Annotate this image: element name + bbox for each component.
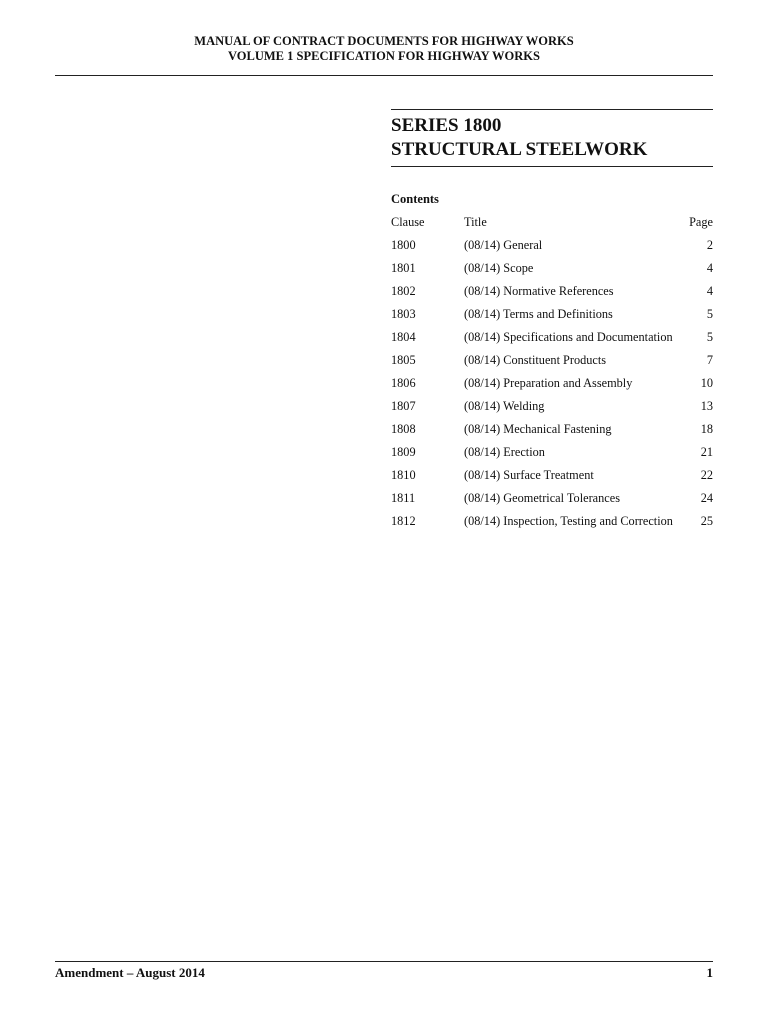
contents-row bbox=[391, 351, 713, 374]
clause-page: 10 bbox=[700, 376, 713, 390]
contents-row bbox=[391, 397, 713, 420]
clause-number: 1809 bbox=[391, 445, 416, 459]
contents-row bbox=[391, 282, 713, 305]
document-header bbox=[55, 34, 713, 63]
clause-page: 7 bbox=[706, 353, 713, 367]
clause-title: (08/14) Welding bbox=[464, 399, 545, 413]
clause-title: (08/14) Scope bbox=[464, 261, 534, 275]
contents-row bbox=[391, 512, 713, 535]
clause-title: (08/14) General bbox=[464, 238, 543, 252]
clause-number: 1805 bbox=[391, 353, 416, 367]
contents-rows bbox=[391, 236, 713, 535]
series-title: STRUCTURAL STEELWORK bbox=[391, 138, 648, 160]
clause-number: 1808 bbox=[391, 422, 416, 436]
contents-row bbox=[391, 443, 713, 466]
clause-title: (08/14) Geometrical Tolerances bbox=[464, 491, 620, 505]
clause-page: 5 bbox=[706, 330, 713, 344]
contents-heading: Contents bbox=[391, 192, 439, 206]
clause-page: 24 bbox=[700, 491, 713, 505]
clause-number: 1803 bbox=[391, 307, 416, 321]
header-divider bbox=[55, 75, 713, 76]
clause-number: 1812 bbox=[391, 514, 416, 528]
title-column-header: Title bbox=[464, 215, 487, 229]
contents-row bbox=[391, 420, 713, 443]
clause-page: 18 bbox=[700, 422, 713, 436]
clause-page: 4 bbox=[706, 284, 713, 298]
clause-number: 1807 bbox=[391, 399, 416, 413]
amendment-label: Amendment – August 2014 bbox=[55, 965, 205, 980]
clause-page: 2 bbox=[706, 238, 713, 252]
contents-header-row bbox=[391, 213, 713, 236]
contents-row bbox=[391, 305, 713, 328]
clause-title: (08/14) Terms and Definitions bbox=[464, 307, 613, 321]
contents-row bbox=[391, 489, 713, 512]
contents-row bbox=[391, 466, 713, 489]
clause-column-header: Clause bbox=[391, 215, 425, 229]
clause-title: (08/14) Surface Treatment bbox=[464, 468, 594, 482]
clause-page: 4 bbox=[706, 261, 713, 275]
clause-title: (08/14) Specifications and Documentation bbox=[464, 330, 673, 344]
clause-number: 1801 bbox=[391, 261, 416, 275]
clause-page: 25 bbox=[700, 514, 713, 528]
series-number: SERIES 1800 bbox=[391, 115, 502, 136]
clause-title: (08/14) Constituent Products bbox=[464, 353, 607, 367]
contents-row bbox=[391, 328, 713, 351]
clause-number: 1806 bbox=[391, 376, 416, 390]
clause-title: (08/14) Inspection, Testing and Correction bbox=[464, 514, 673, 528]
contents-row bbox=[391, 259, 713, 282]
contents-row bbox=[391, 374, 713, 397]
series-title-block bbox=[391, 109, 713, 167]
clause-title: (08/14) Preparation and Assembly bbox=[464, 376, 633, 390]
clause-title: (08/14) Normative References bbox=[464, 284, 614, 298]
volume-title: VOLUME 1 SPECIFICATION FOR HIGHWAY WORKS bbox=[228, 48, 540, 63]
clause-page: 22 bbox=[700, 468, 713, 482]
clause-page: 5 bbox=[706, 307, 713, 321]
clause-number: 1800 bbox=[391, 238, 416, 252]
clause-number: 1802 bbox=[391, 284, 416, 298]
contents-row bbox=[391, 236, 713, 259]
clause-title: (08/14) Erection bbox=[464, 445, 545, 459]
clause-page: 13 bbox=[700, 399, 713, 413]
manual-title: MANUAL OF CONTRACT DOCUMENTS FOR HIGHWAY WORKS bbox=[194, 34, 574, 48]
clause-number: 1804 bbox=[391, 330, 416, 344]
contents-table bbox=[391, 213, 713, 535]
clause-title: (08/14) Mechanical Fastening bbox=[464, 422, 612, 436]
clause-number: 1810 bbox=[391, 468, 416, 482]
page-column-header: Page bbox=[689, 215, 713, 229]
footer-divider bbox=[55, 961, 713, 962]
clause-page: 21 bbox=[700, 445, 713, 459]
page-number: 1 bbox=[706, 965, 713, 980]
clause-number: 1811 bbox=[391, 491, 416, 505]
